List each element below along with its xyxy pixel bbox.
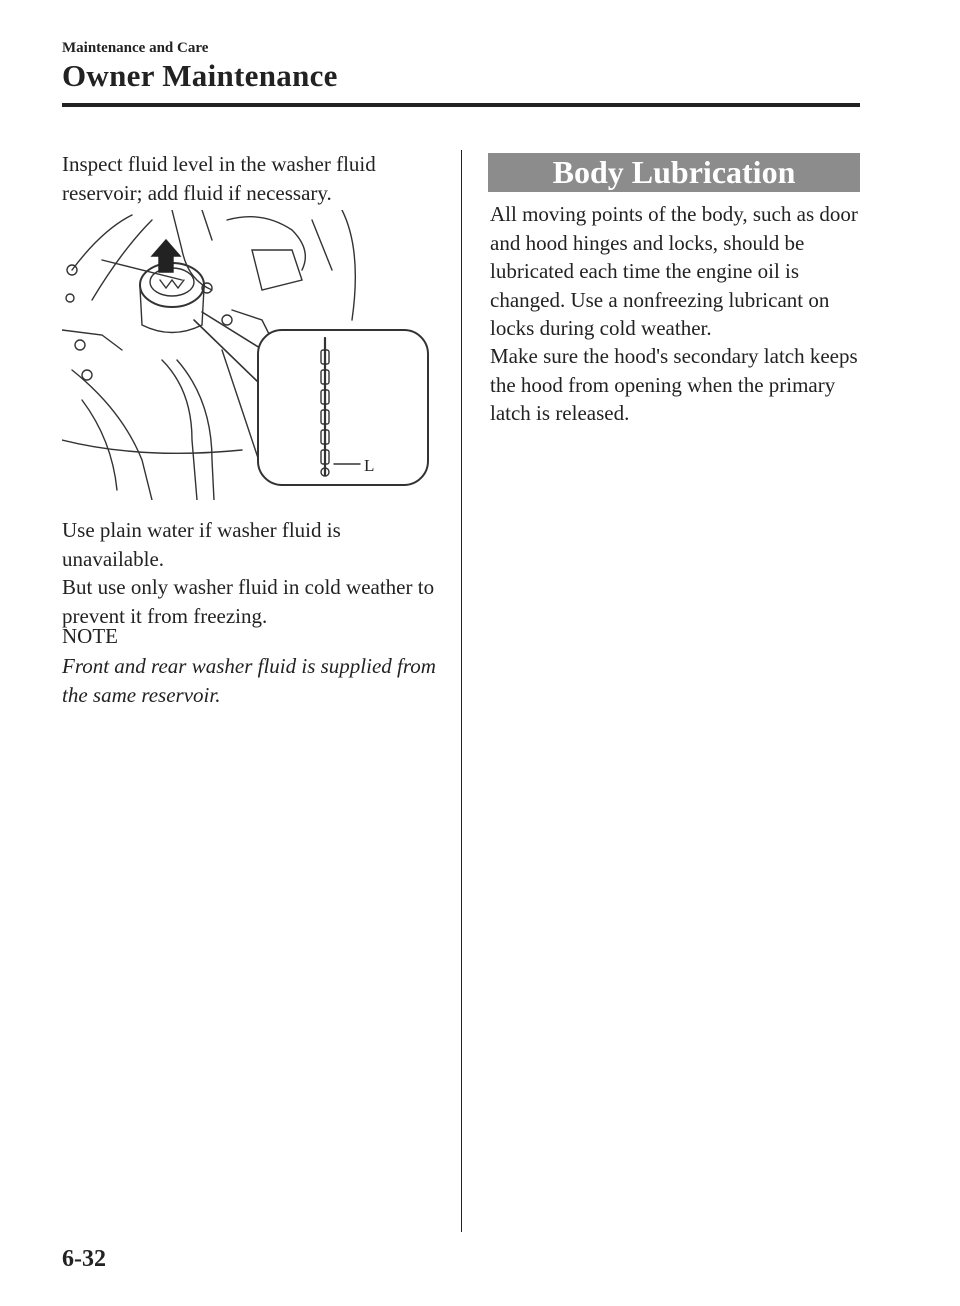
note-text: Front and rear washer fluid is supplied from the same reservoir. (62, 654, 436, 707)
engine-bay-illustration (62, 210, 434, 500)
water-paragraph: Use plain water if washer fluid is unavailable. But use only washer fluid in cold weather to prevent it from freezing. (62, 518, 435, 628)
title-rule (62, 103, 860, 107)
lubrication-paragraph: All moving points of the body, such as door and hood hinges and locks, should be lubricated each time the engine oil is changed. Use a nonfreezing lubricant on locks during cold weather. (490, 202, 858, 340)
intro-paragraph: Inspect fluid level in the washer fluid reservoir; add fluid if necessary. (62, 152, 376, 205)
column-divider (461, 150, 462, 1232)
level-mark-label: L (364, 456, 375, 475)
note-title: NOTE (62, 624, 118, 648)
page-title: Owner Maintenance (62, 58, 338, 93)
secondary-latch-paragraph: Make sure the hood's secondary latch keeps the hood from opening when the primary latch is released. (490, 344, 858, 425)
washer-reservoir-figure (62, 210, 434, 500)
page-number: 6-32 (62, 1246, 106, 1272)
body-lubrication-banner: Body Lubrication (488, 153, 860, 192)
section-label: Maintenance and Care (62, 40, 209, 56)
